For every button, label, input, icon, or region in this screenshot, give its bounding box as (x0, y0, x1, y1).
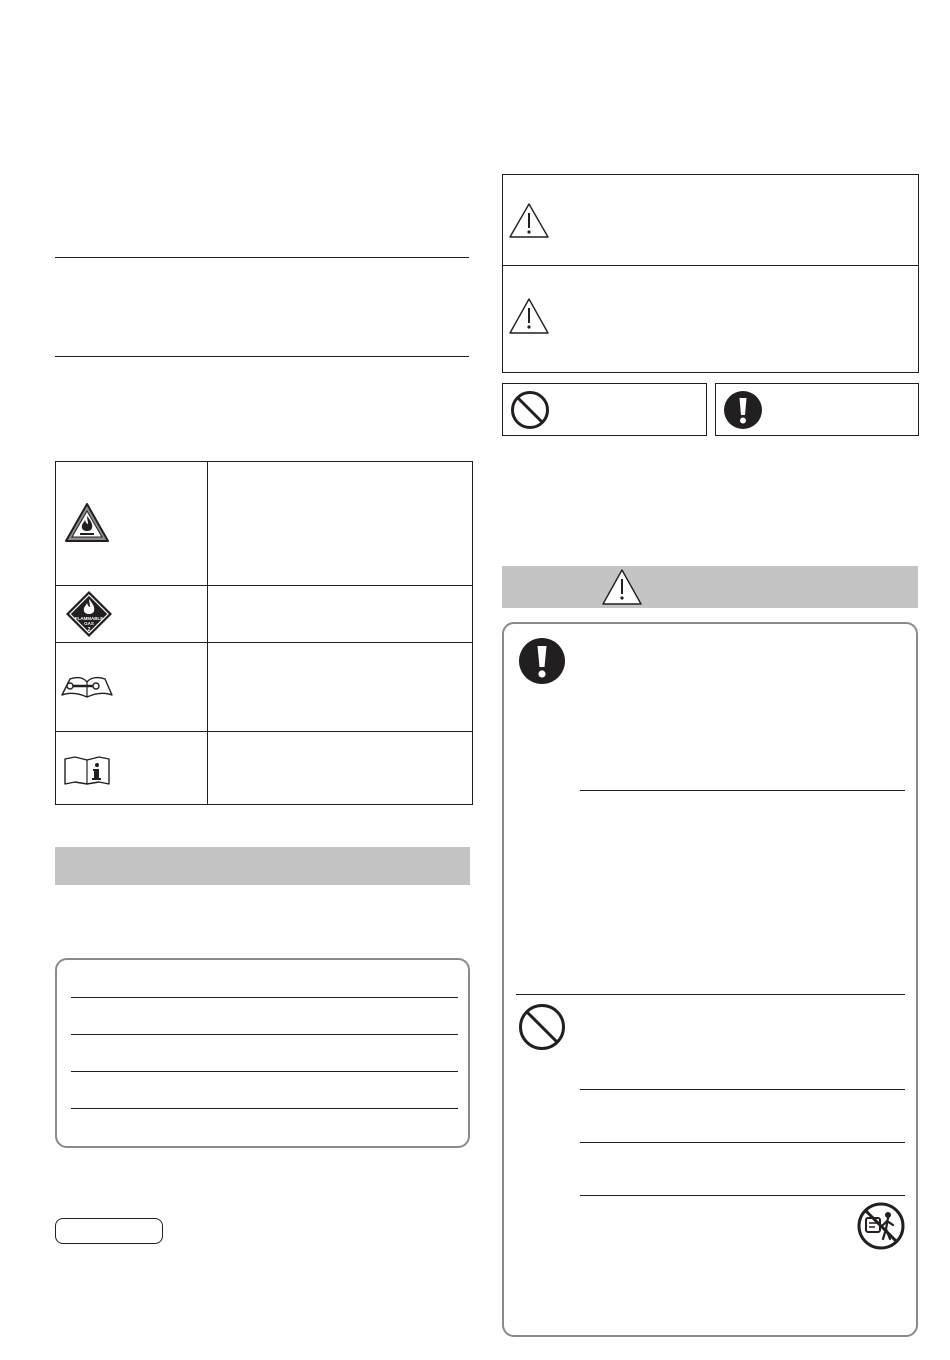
prohibition-legend-box (502, 383, 707, 436)
content-rule (580, 1142, 905, 1143)
caution-triangle-icon (508, 297, 550, 335)
mandatory-legend-box (715, 383, 919, 436)
list-rule (71, 1034, 458, 1035)
flammable-gas-diamond-icon (65, 590, 113, 638)
no-children-play-icon (856, 1201, 906, 1251)
symbol-table-row-divider (56, 642, 472, 643)
info-manual-icon (63, 756, 111, 786)
list-rule (71, 1071, 458, 1072)
flammable-gas-class-number: 2 (87, 627, 91, 633)
content-rule (580, 790, 905, 791)
flammable-gas-label-line2: GAS (84, 621, 94, 626)
symbol-table-row-divider (56, 731, 472, 732)
list-rule (71, 1108, 458, 1109)
service-manual-icon (60, 673, 114, 699)
signal-word-box (502, 174, 919, 373)
warning-content-box (502, 622, 918, 1337)
flammable-triangle-icon (64, 502, 110, 544)
left-rule-bottom (55, 356, 469, 357)
symbol-table-row-divider (56, 585, 472, 586)
left-rule-top (55, 257, 469, 258)
content-section-divider (516, 994, 905, 995)
prohibition-icon (510, 390, 550, 430)
symbol-table (55, 461, 473, 805)
prohibition-icon (518, 1003, 566, 1051)
symbol-table-column-divider (207, 462, 208, 804)
mandatory-action-icon (518, 637, 566, 685)
warning-triangle-icon (508, 202, 550, 239)
content-rule (580, 1089, 905, 1090)
warning-section-band (502, 566, 918, 608)
list-rule (71, 997, 458, 998)
section-header-band (55, 847, 470, 885)
mandatory-action-icon (723, 390, 763, 430)
note-pill-label (55, 1218, 163, 1244)
rounded-list-box (55, 958, 470, 1148)
signal-word-divider (503, 265, 918, 266)
flammable-gas-label-line1: FLAMMABLE (74, 616, 104, 621)
content-rule (580, 1195, 905, 1196)
warning-triangle-icon (601, 568, 643, 606)
